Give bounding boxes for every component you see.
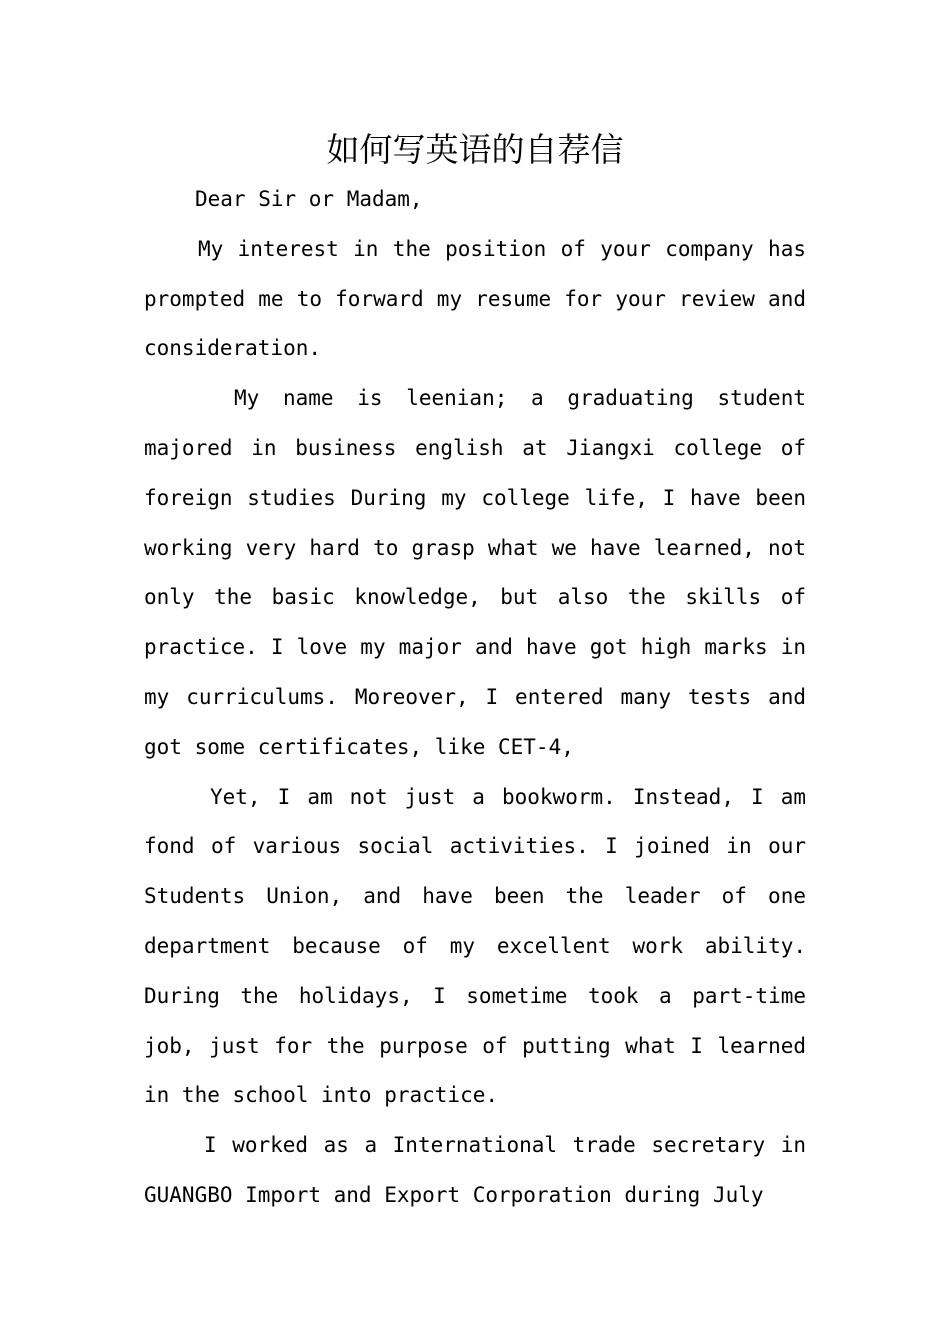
document-title: 如何写英语的自荐信: [326, 130, 624, 169]
paragraph-interest: My interest in the position of your company has prompted me to forward my resume for your review and consideration.: [144, 236, 806, 361]
paragraph-introduction: My name is leenian; a graduating student majored in business english at Jiangxi college of foreign studies During my college life, I have been working very hard to grasp what we have learned, not only the basic knowledge, but also the skills of practice. I love my major and have got high marks in my curriculums. Moreover, I entered many tests and got some certificates, like CET-4,: [144, 386, 806, 759]
letter-body: [144, 175, 806, 1221]
salutation: Dear Sir or Madam,: [195, 187, 423, 211]
paragraph-activities: Yet, I am not just a bookworm. Instead, I am fond of various social activities. I joined in our Students Union, and have been the leader of one department because of my excellent work ability. During the holidays, I sometime took a part-time job, just for the purpose of putting what I learned in the school into practice.: [144, 784, 806, 1108]
paragraph-work-experience: I worked as a International trade secretary in GUANGBO Import and Export Corporation during July: [144, 1133, 806, 1207]
